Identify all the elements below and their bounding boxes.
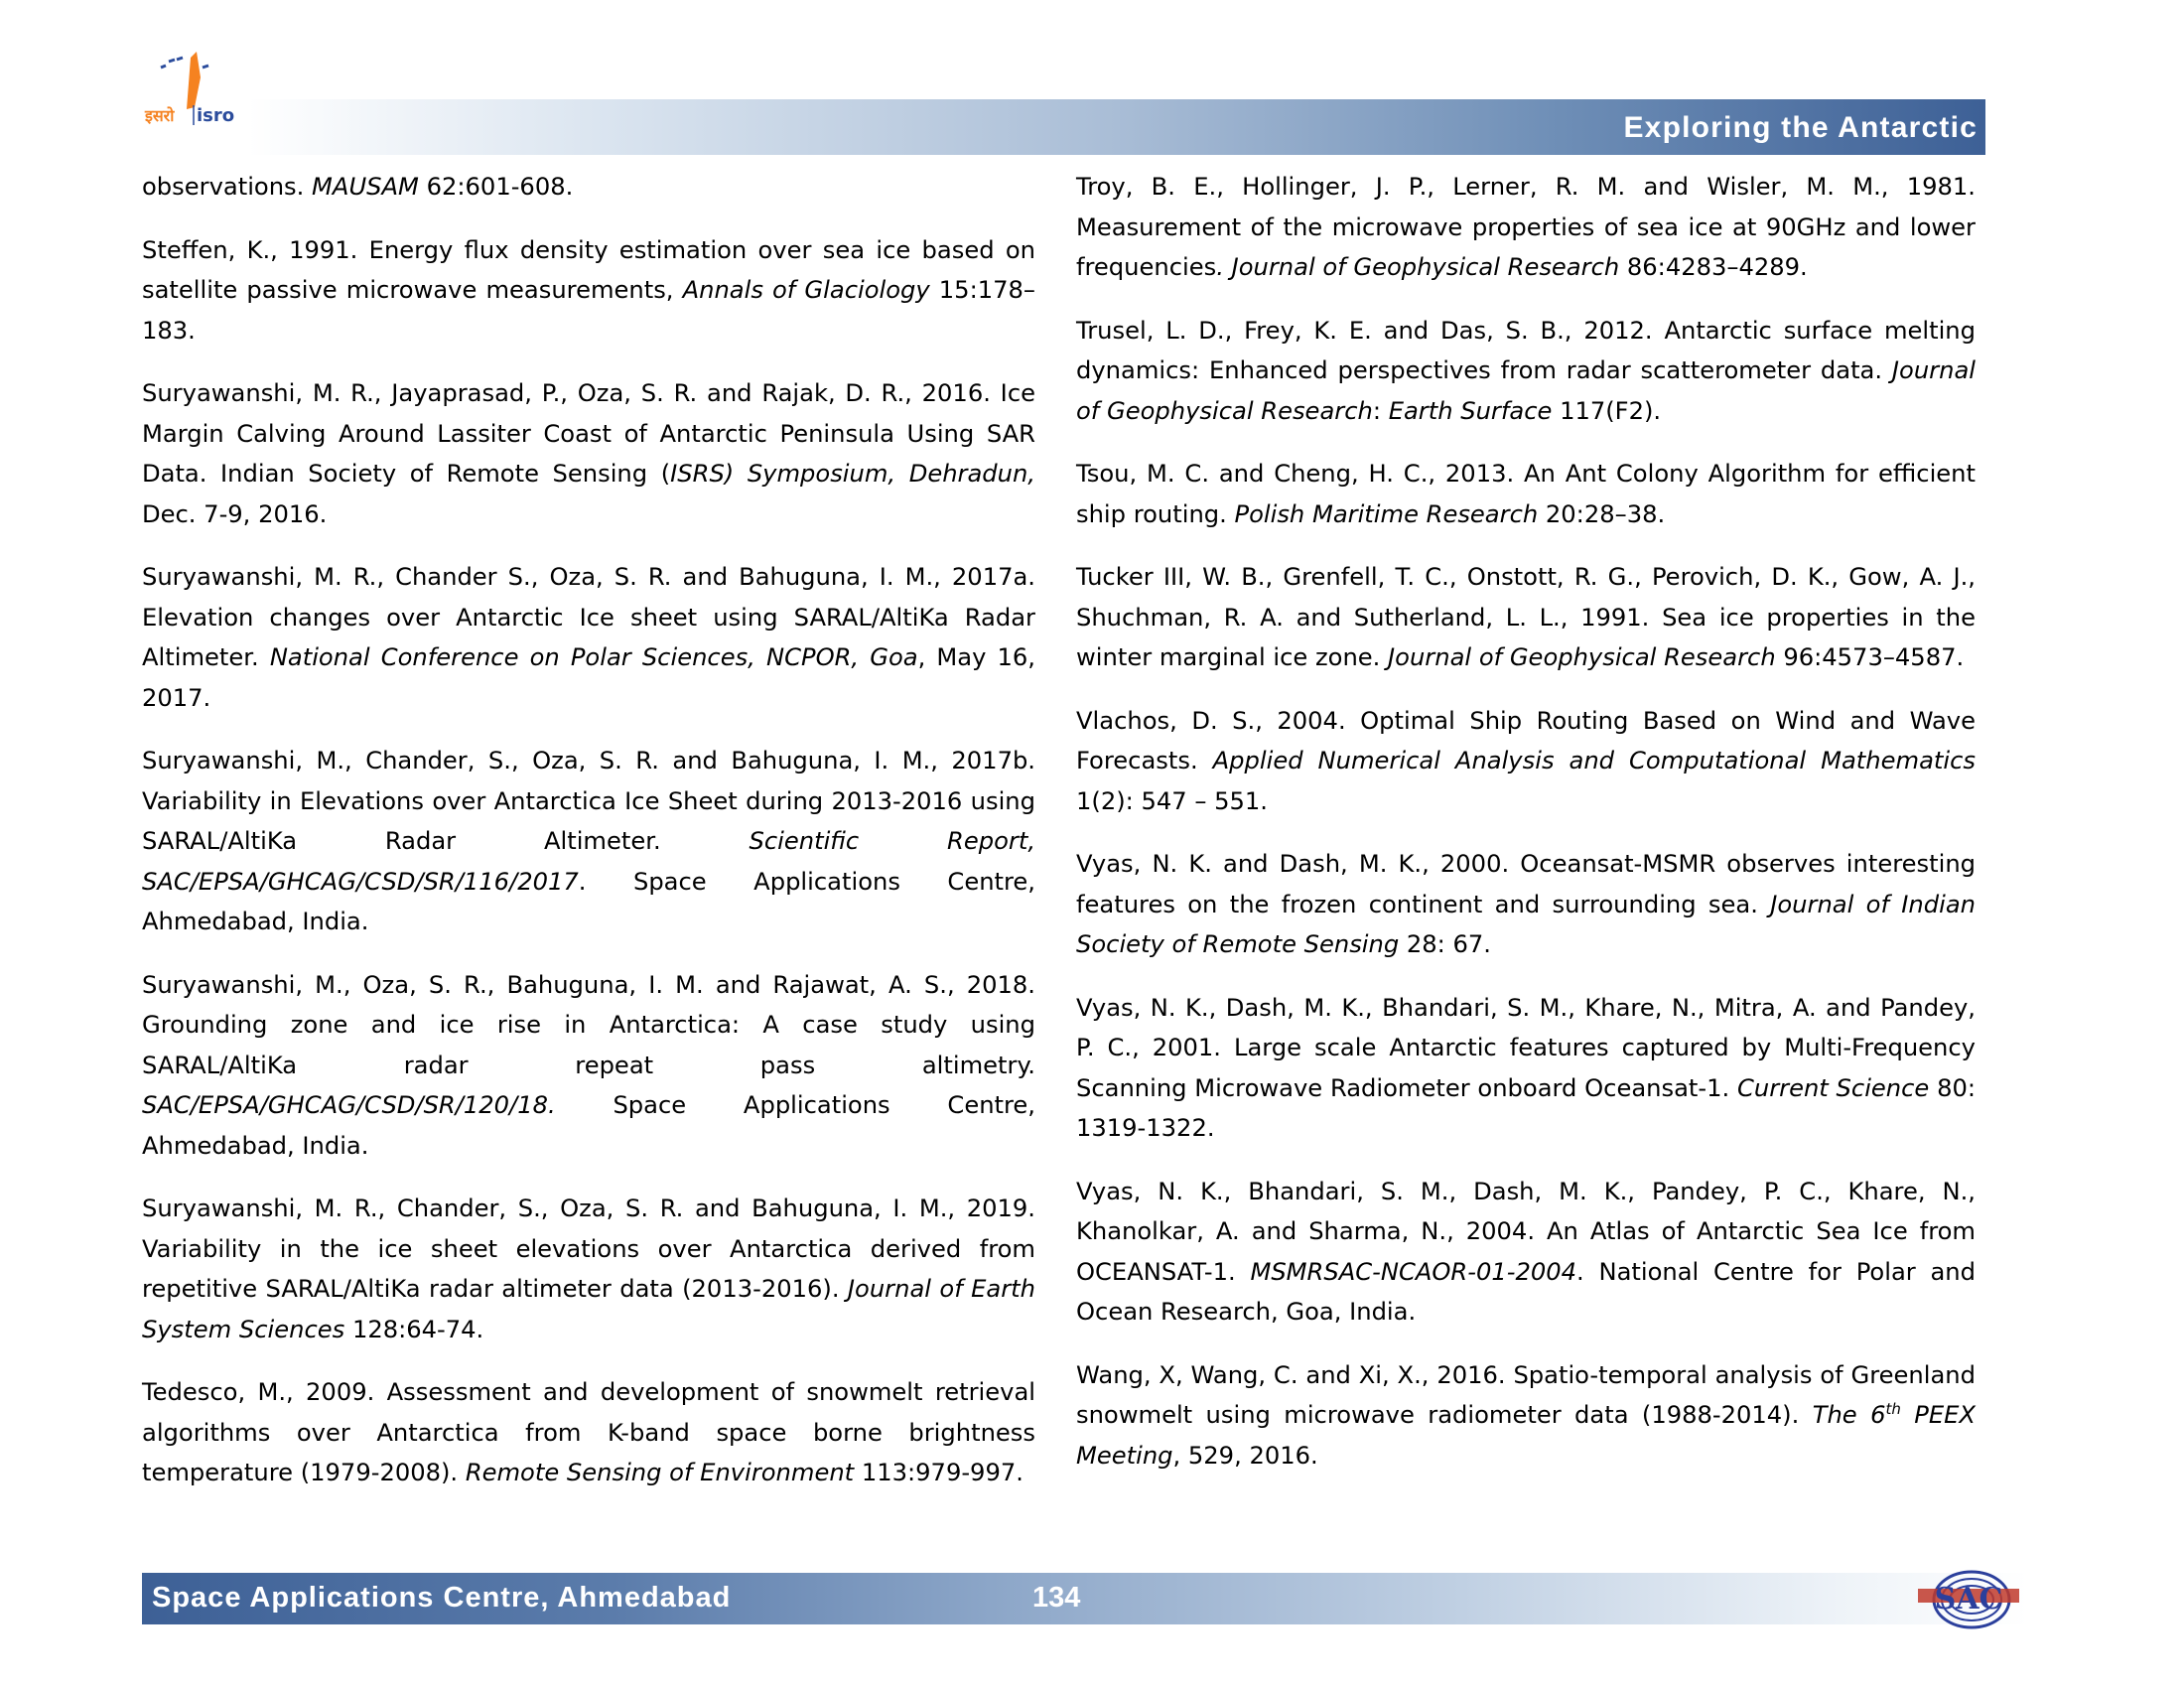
reference-entry: [1076, 557, 1976, 678]
reference-italic-text: National Conference on Polar Sciences, NCPOR, Goa: [269, 643, 918, 671]
reference-italic-text: Journal of Indian Society of Remote Sensing: [1076, 890, 1976, 958]
reference-text: , 529, 2016.: [1172, 1441, 1318, 1470]
reference-italic-text: Journal of Earth System Sciences: [142, 1275, 1035, 1343]
reference-text: 1(2): 547 – 551.: [1076, 786, 1268, 815]
isro-logo: [139, 48, 248, 127]
reference-entry: [142, 1189, 1035, 1349]
reference-entry: [142, 1372, 1035, 1493]
header-band: [248, 99, 1985, 155]
reference-italic-text: The 6: [1812, 1401, 1886, 1429]
reference-text: 28: 67.: [1399, 930, 1491, 958]
reference-text: Suryawanshi, M. R., Chander, S., Oza, S. R. and Bahuguna, I. M., 2019. Variability in the ice sheet elevations over Antarctica derived from repetitive SARAL/AltiKa radar altimeter data (2013-2016).: [142, 1195, 1035, 1303]
reference-text: Vyas, N. K., Dash, M. K., Bhandari, S. M., Khare, N., Mitra, A. and Pandey, P. C., 2001. Large scale Antarctic features captured by Multi-Frequency Scanning Microwave Radiometer onboard Oceansat-1.: [1076, 993, 1976, 1102]
reference-italic-text: MAUSAM: [312, 173, 419, 201]
reference-italic-text: Journal of Geophysical Research: [1388, 643, 1776, 671]
reference-italic-text: SAC/EPSA/GHCAG/CSD/SR/120/18.: [142, 1091, 556, 1119]
reference-entry: [1076, 701, 1976, 822]
reference-text: 117(F2).: [1552, 396, 1662, 425]
reference-entry: [142, 230, 1035, 352]
page-number: 134: [1032, 1582, 1081, 1614]
reference-text: 15:178–183.: [142, 276, 1035, 345]
footer-organization: Space Applications Centre, Ahmedabad: [152, 1582, 732, 1614]
reference-entry: [1076, 844, 1976, 965]
reference-entry: [142, 557, 1035, 718]
reference-text: Wang, X, Wang, C. and Xi, X., 2016. Spatio-temporal analysis of Greenland snowmelt using microwave radiometer data (1988-2014).: [1076, 1360, 1976, 1429]
reference-text: Vlachos, D. S., 2004. Optimal Ship Routing Based on Wind and Wave Forecasts.: [1076, 706, 1976, 774]
footer-band: [142, 1573, 2028, 1624]
reference-text: Trusel, L. D., Frey, K. E. and Das, S. B., 2012. Antarctic surface melting dynamics: Enhanced perspectives from radar scatterometer data.: [1076, 316, 1976, 384]
sac-logo-text: SAC: [1934, 1582, 2003, 1617]
references-right-column: [1076, 167, 1976, 1498]
reference-text: Tsou, M. C. and Cheng, H. C., 2013. An Ant Colony Algorithm for efficient ship routing.: [1076, 460, 1976, 528]
isro-logo-latin: isro: [197, 105, 235, 126]
reference-text: Vyas, N. K., Bhandari, S. M., Dash, M. K., Pandey, P. C., Khare, N., Khanolkar, A. and Sharma, N., 2004. An Atlas of Antarctic Sea Ice from OCEANSAT-1.: [1076, 1177, 1976, 1286]
reference-italic-text: Annals of Glaciology: [682, 276, 930, 304]
reference-entry: [1076, 311, 1976, 432]
reference-text: 62:601-608.: [418, 173, 574, 201]
reference-text: :: [1372, 396, 1389, 425]
reference-italic-text: Polish Maritime Research: [1234, 499, 1539, 528]
reference-text: Troy, B. E., Hollinger, J. P., Lerner, R. M. and Wisler, M. M., 1981. Measurement of the microwave properties of sea ice at 90GHz and lower frequencies: [1076, 173, 1976, 281]
reference-text: . Space Applications Centre, Ahmedabad, India.: [142, 867, 1035, 935]
reference-text: 113:979-997.: [854, 1459, 1024, 1486]
reference-italic-text: MSMRSAC-NCAOR-01-2004: [1250, 1257, 1577, 1286]
reference-entry: [1076, 1355, 1976, 1477]
reference-italic-text: . Journal of Geophysical Research: [1216, 253, 1620, 281]
reference-text: 128:64-74.: [344, 1315, 484, 1343]
reference-italic-text: Remote Sensing of Environment: [465, 1459, 855, 1486]
reference-entry: [1076, 1172, 1976, 1333]
reference-italic-text: Applied Numerical Analysis and Computational Mathematics: [1212, 747, 1976, 774]
reference-entry: [142, 373, 1035, 534]
reference-text: observations.: [142, 173, 313, 201]
reference-text: , May 16, 2017.: [142, 643, 1035, 712]
reference-text: Steffen, K., 1991. Energy flux density estimation over sea ice based on satellite passive microwave measurements,: [142, 235, 1035, 304]
reference-text: Suryawanshi, M., Chander, S., Oza, S. R. and Bahuguna, I. M., 2017b. Variability in Elevations over Antarctica Ice Sheet during 2013-2016 using SARAL/AltiKa Radar Altimeter.: [142, 747, 1035, 855]
reference-text: Vyas, N. K. and Dash, M. K., 2000. Oceansat-MSMR observes interesting features on the frozen continent and surrounding sea.: [1076, 850, 1976, 918]
reference-text: Suryawanshi, M. R., Jayaprasad, P., Oza, S. R. and Rajak, D. R., 2016. Ice Margin Calving Around Lassiter Coast of Antarctic Peninsula Using SAR Data. Indian Society of Remote Sensing (: [142, 379, 1035, 488]
reference-text: . National Centre for Polar and Ocean Research, Goa, India.: [1076, 1257, 1976, 1326]
reference-entry: [1076, 167, 1976, 288]
reference-italic-text: Scientific Report, SAC/EPSA/GHCAG/CSD/SR/116/2017: [142, 827, 1036, 896]
sac-logo: [1914, 1567, 2023, 1632]
reference-text: 80: 1319-1322.: [1076, 1073, 1976, 1142]
reference-text: Suryawanshi, M. R., Chander S., Oza, S. R. and Bahuguna, I. M., 2017a. Elevation changes over Antarctic Ice sheet using SARAL/AltiKa Radar Altimeter.: [142, 563, 1035, 671]
reference-text: 96:4573–4587.: [1775, 643, 1965, 671]
reference-italic-text: Earth Surface: [1388, 396, 1553, 425]
reference-text: 20:28–38.: [1538, 499, 1666, 528]
reference-italic-text: th: [1885, 1399, 1901, 1418]
reference-text: Dec. 7-9, 2016.: [142, 499, 328, 528]
reference-text: 86:4283–4289.: [1619, 253, 1808, 281]
reference-italic-text: Journal of Geophysical Research: [1076, 356, 1976, 425]
reference-italic-text: ISRS) Symposium, Dehradun,: [670, 460, 1035, 488]
reference-italic-text: Current Science: [1736, 1073, 1930, 1102]
reference-text: Tucker III, W. B., Grenfell, T. C., Onstott, R. G., Perovich, D. K., Gow, A. J., Shuchman, R. A. and Sutherland, L. L., 1991. Sea ice properties in the winter marginal ice zone.: [1076, 563, 1976, 671]
reference-text: Space Applications Centre, Ahmedabad, India.: [142, 1091, 1035, 1160]
reference-italic-text: PEEX Meeting: [1076, 1401, 1976, 1470]
references-left-column: [142, 167, 1035, 1516]
reference-entry: [142, 167, 1035, 208]
reference-text: Tedesco, M., 2009. Assessment and development of snowmelt retrieval algorithms over Antarctica from K-band space borne brightness temperature (1979-2008).: [142, 1378, 1035, 1486]
isro-logo-hindi: इसरो: [145, 106, 175, 125]
reference-text: Suryawanshi, M., Oza, S. R., Bahuguna, I. M. and Rajawat, A. S., 2018. Grounding zone and ice rise in Antarctica: A case study using SARAL/AltiKa radar repeat pass altimetry.: [142, 970, 1035, 1079]
reference-entry: [1076, 988, 1976, 1149]
reference-entry: [142, 965, 1035, 1167]
header-title: Exploring the Antarctic: [1623, 111, 1978, 144]
reference-entry: [1076, 454, 1976, 534]
reference-entry: [142, 741, 1035, 942]
